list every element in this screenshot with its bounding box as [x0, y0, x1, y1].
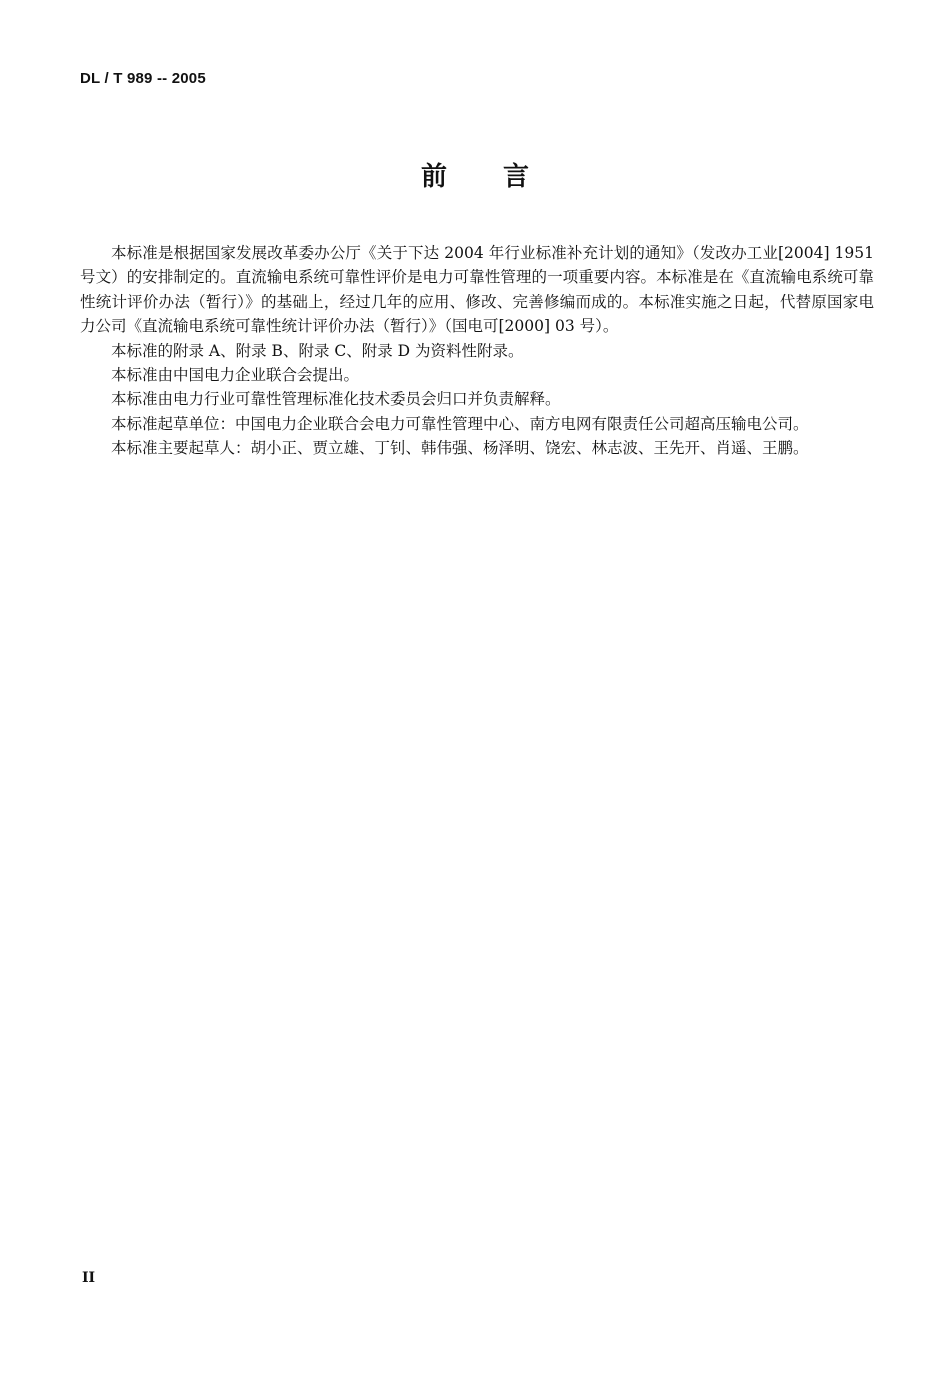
page-title: 前言	[420, 162, 585, 192]
paragraph-proposer: 本标准由中国电力企业联合会提出。	[111, 366, 360, 385]
page-number: II	[82, 1270, 96, 1286]
paragraph-background: 本标准是根据国家发展改革委办公厅《关于下达 2004 年行业标准补充计划的通知》（发改办工业[2004] 1951 号文）的安排制定的。直流输电系统可靠性评价是电力可靠性管理的一项重要内容。本标准是在《直流输电系统可靠性统计评价办法（暂行）》的基础上，经过几年的应用、修改、完善修编而成的。本标准实施之日起，代替原国家电力公司《直流输电系统可靠性统计评价办法（暂行）》（国电可[2000] 03 号）。	[80, 244, 874, 336]
paragraph-drafting-units: 本标准起草单位：中国电力企业联合会电力可靠性管理中心、南方电网有限责任公司超高压输电公司。	[111, 414, 809, 433]
document-code: DL / T 989 -- 2005	[80, 70, 206, 87]
paragraph-appendices: 本标准的附录 A、附录 B、附录 C、附录 D 为资料性附录。	[111, 341, 524, 360]
foreword-body	[80, 241, 874, 461]
paragraph-drafters: 本标准主要起草人：胡小正、贾立雄、丁钊、韩伟强、杨泽明、饶宏、林志波、王先开、肖遥、王鹏。	[111, 439, 809, 458]
paragraph-responsibility: 本标准由电力行业可靠性管理标准化技术委员会归口并负责解释。	[111, 390, 561, 409]
